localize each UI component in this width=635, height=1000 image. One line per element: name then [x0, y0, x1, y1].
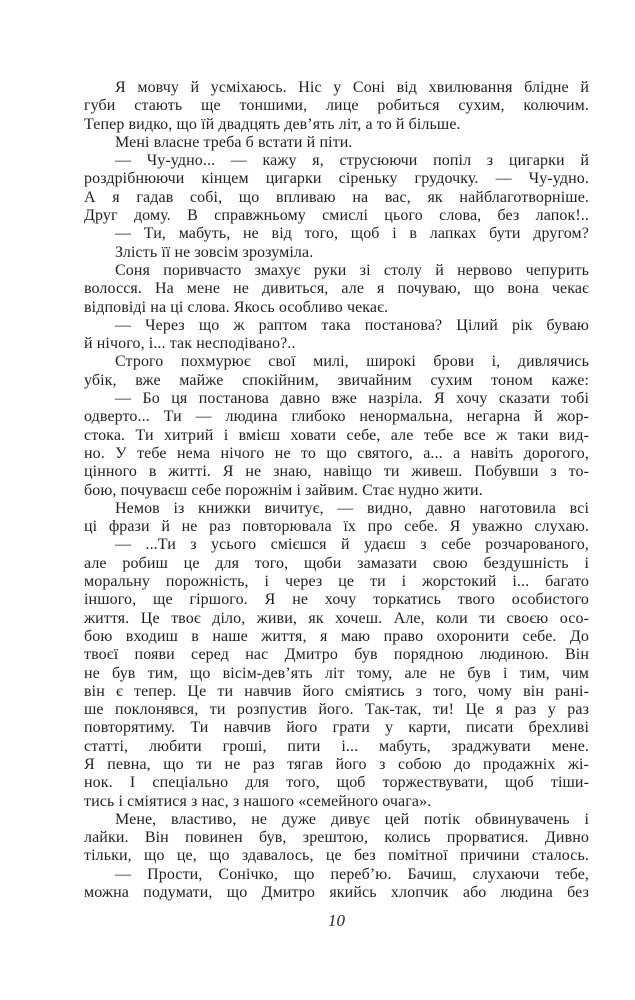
text-line: ці фрази й не раз повторювала їх про себе. Я уважно слухаю.	[84, 518, 589, 536]
text-line: статті, любити гроші, пити і... мабуть, зраджувати мене.	[84, 737, 589, 755]
text-line: роздрібнюючи кінцем цигарки сіреньку грудочку. — Чу-удно.	[84, 170, 589, 188]
text-line: тись і сміятися з нас, з нашого «семейного очага».	[84, 792, 432, 810]
text-line: повторятиму. Ти навчив його грати у карти, писати брехливі	[84, 719, 589, 737]
text-line: одверто... Ти — людина глибоко ненормальна, негарна й жор-	[84, 408, 589, 426]
text-line: він є тепер. Це ти навчив його сміятись з того, чому він рані-	[84, 682, 589, 700]
text-line: — Прости, Сонічко, що переб’ю. Бачиш, слухаючи тебе,	[115, 865, 589, 883]
body-text	[84, 79, 589, 902]
text-line: лайки. Він повинен був, зрештою, колись прорватися. Дивно	[84, 829, 589, 847]
text-line: й нічого, і... так несподівано?..	[84, 335, 296, 353]
text-line: Мене, властиво, не дуже дивує цей потік обвинувачень і	[115, 810, 589, 828]
text-line: нок. І спеціально для того, щоб торжествувати, щоб тіши-	[84, 774, 589, 792]
text-line: бою, почуваєш себе порожнім і зайвим. Стає нудно жити.	[84, 481, 483, 499]
text-line: волосся. На мене не дивиться, але я почуваю, що вона чекає	[84, 280, 589, 298]
text-line: — Бо ця постанова давно вже назріла. Я хочу сказати тобі	[115, 390, 589, 408]
text-column	[84, 79, 589, 931]
text-line: стока. Ти хитрий і вмієш ховати себе, але тебе все ж таки вид-	[84, 426, 589, 444]
text-line: Немов із книжки вичитує, — видно, давно наготовила всі	[115, 499, 589, 517]
text-line: — ...Ти з усього смієшся й удаєш з себе розчарованого,	[115, 536, 589, 554]
text-line: Я мовчу й усміхаюсь. Ніс у Соні від хвилювання блідне й	[115, 79, 589, 96]
text-line: Я певна, що ти не раз тягав його з собою до продажніх жі-	[84, 755, 589, 773]
text-line: цінного в житті. Я не знаю, навіщо ти живеш. Побувши з то-	[84, 463, 589, 481]
text-line: іншого, ще гіршого. Я не хочу торкатись твого особистого	[84, 591, 589, 609]
text-line: Друг дому. В справжньому смислі цього слова, без лапок!..	[84, 207, 589, 225]
text-line: Мені власне треба б встати й піти.	[115, 133, 353, 151]
text-line: бою входиш в наше життя, я маю право охоронити себе. До	[84, 627, 589, 645]
text-line: твоєї появи серед нас Дмитро був порядною людиною. Він	[84, 646, 589, 664]
text-line: моральну порожність, і через це ти і жорстокий і... багато	[84, 573, 589, 591]
text-line: губи стають ще тоншими, лице робиться сухим, колючим.	[84, 97, 589, 115]
text-line: Строго похмурює свої милі, широкі брови і, дивлячись	[115, 353, 589, 371]
text-line: — Ти, мабуть, не від того, щоб і в лапках бути другом?	[115, 225, 589, 243]
text-line: но. У тебе нема нічого не то що святого, а... а навіть дорогого,	[84, 444, 589, 462]
text-line: не був тим, що вісім-дев’ять літ тому, але не був і тим, чим	[84, 664, 589, 682]
text-line: убік, вже майже спокійним, звичайним сухим тоном каже:	[84, 371, 589, 389]
page-number: 10	[328, 911, 345, 931]
text-line: — Чу-удно... — кажу я, струсюючи попіл з цигарки й	[115, 152, 589, 170]
text-line: Тепер видко, що їй двадцять дев’ять літ, а то й більше.	[84, 115, 461, 133]
text-line: тільки, що це, що здавалось, це без помітної причини сталось.	[84, 847, 589, 865]
text-line: життя. Це твоє діло, живи, як хочеш. Але, коли ти своєю осо-	[84, 609, 589, 627]
text-line: відповіді на ці слова. Якось особливо чекає.	[84, 298, 389, 316]
text-line: А я гадав собі, що впливаю на вас, як найблаготворніше.	[84, 188, 589, 206]
text-line: але робиш це для того, щоби замазати свою бездушність і	[84, 554, 589, 572]
text-line: можна подумати, що Дмитро якийсь хлопчик або людина без	[84, 884, 589, 902]
text-line: Соня поривчасто змахує руки зі столу й нервово чепурить	[115, 261, 589, 279]
text-line: — Через що ж раптом така постанова? Цілий рік буваю	[115, 316, 589, 334]
text-line: ше поклонявся, ти розпустив його. Так-так, ти! Це я раз у раз	[84, 701, 589, 719]
text-line: Злість її не зовсім зрозуміла.	[115, 243, 314, 261]
